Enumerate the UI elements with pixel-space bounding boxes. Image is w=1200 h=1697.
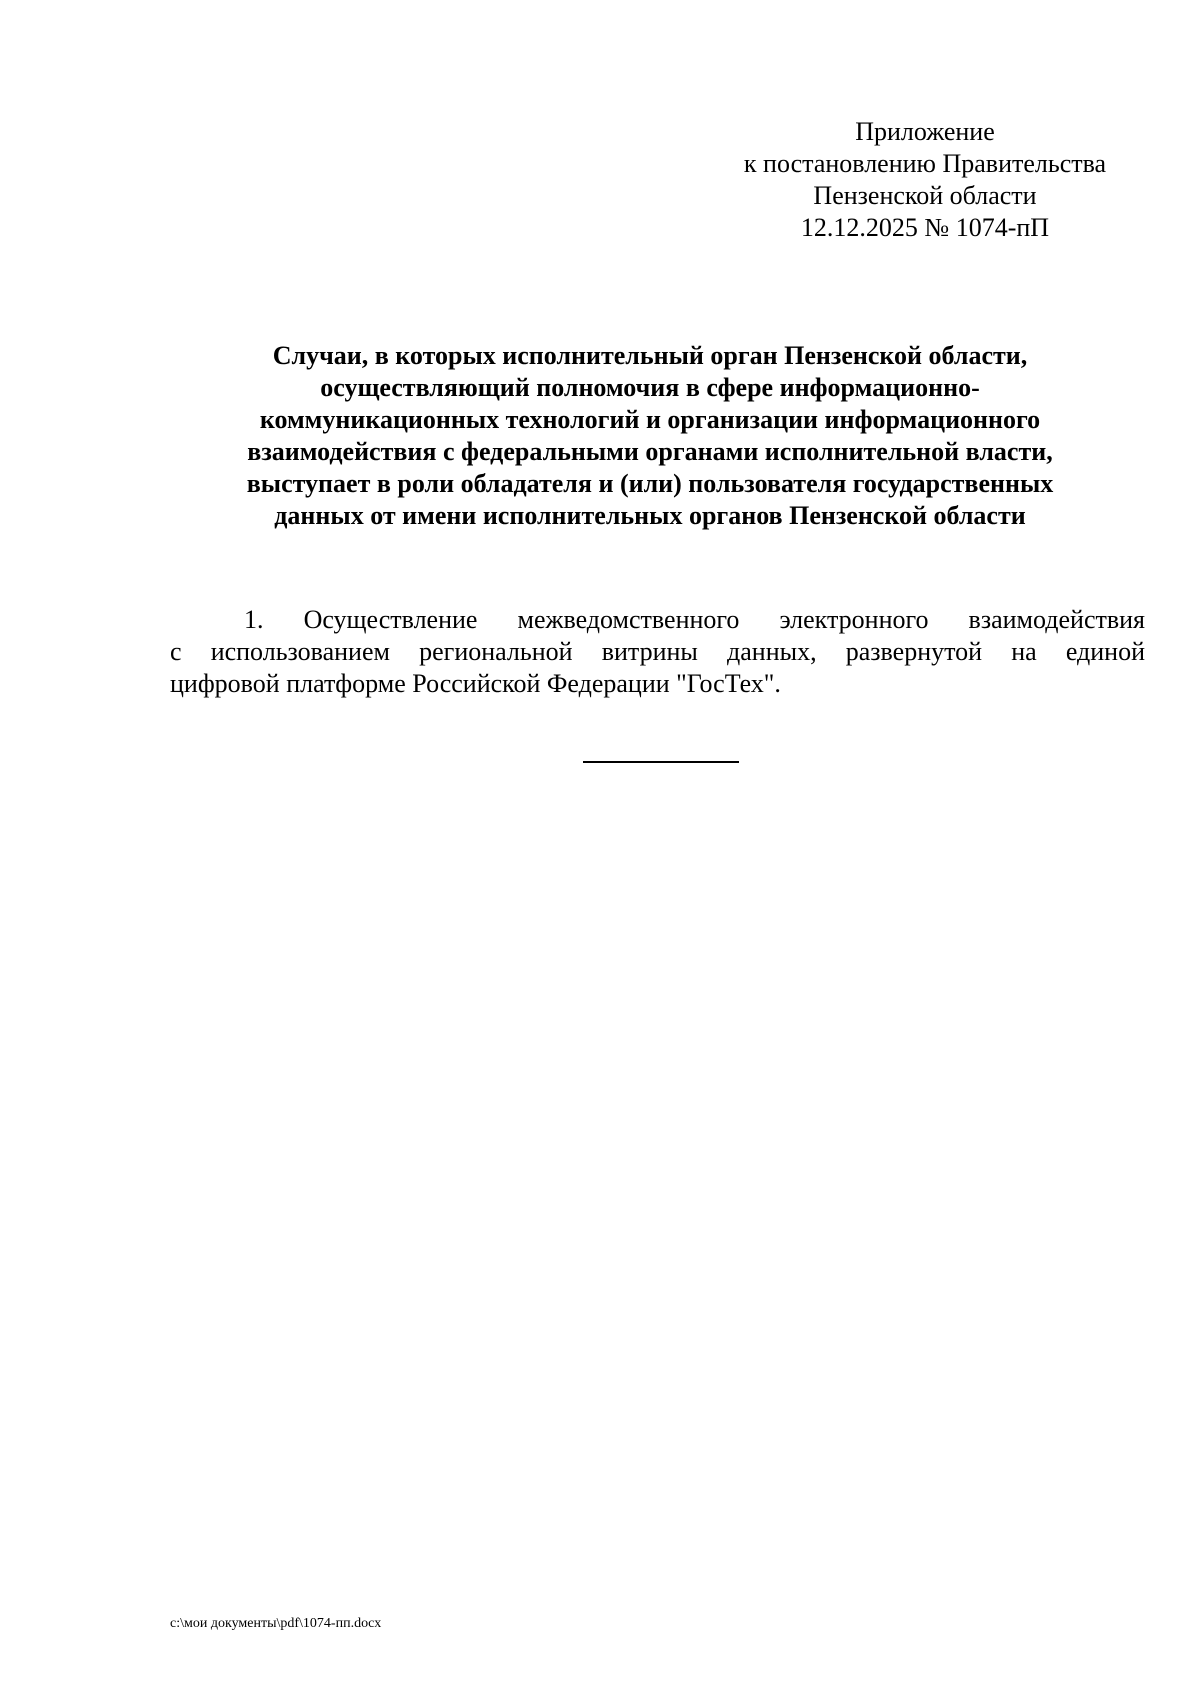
appendix-date-number: 12.12.2025 № 1074-пП [800,213,1050,242]
title-line: коммуникационных технологий и организации информационного [259,405,1041,434]
appendix-header [700,116,1150,244]
appendix-label: Приложение [855,117,995,146]
title-line: взаимодействия с федеральными органами исполнительной власти, [247,437,1053,466]
footer-file-path: c:\мои документы\pdf\1074-пп.docx [170,1616,382,1631]
list-item-1 [170,604,1145,700]
title-line: осуществляющий полномочия в сфере информационно- [320,373,980,402]
appendix-region: Пензенской области [813,181,1037,210]
end-separator-line [583,761,739,763]
paragraph-line: цифровой платформе Российской Федерации "ГосТех". [170,669,781,698]
title-line: выступает в роли обладателя и (или) пользователя государственных [246,469,1054,498]
appendix-resolution-ref: к постановлению Правительства [743,149,1107,178]
document-title [170,340,1130,532]
title-line: Случаи, в которых исполнительный орган Пензенской области, [272,341,1028,370]
paragraph-line: с использованием региональной витрины данных, развернутой на единой [170,637,1145,666]
paragraph-line: 1. Осуществление межведомственного электронного взаимодействия [244,605,1145,634]
title-line: данных от имени исполнительных органов Пензенской области [274,501,1026,530]
